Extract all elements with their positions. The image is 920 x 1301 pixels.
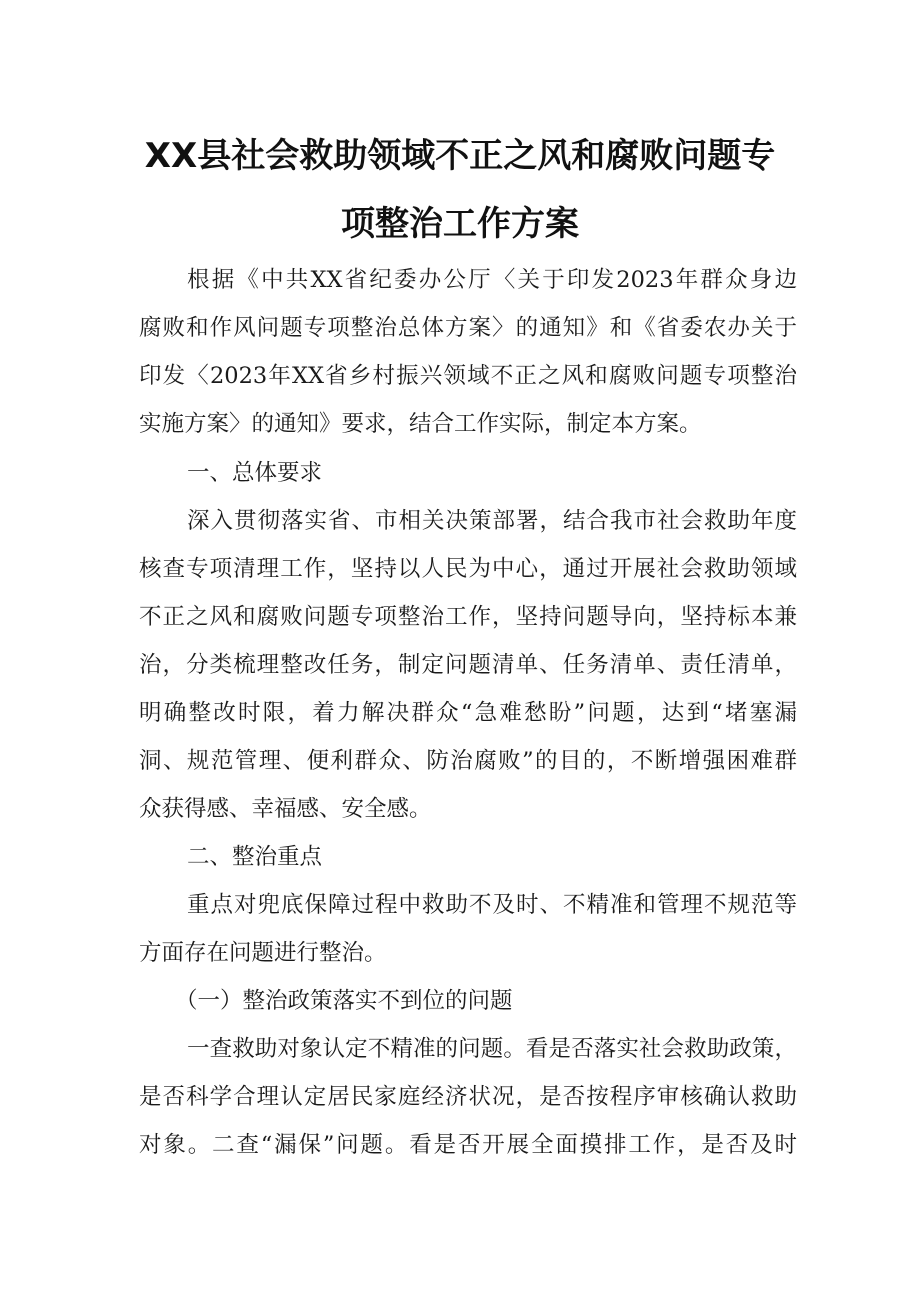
paragraph-line: 方面存在问题进行整治。 [139, 940, 387, 966]
intro-line: 印发〈2023年XX省乡村振兴领域不正之风和腐败问题专项整治 [139, 363, 797, 389]
paragraph-line: 是否科学合理认定居民家庭经济状况，是否按程序审核确认救助 [139, 1084, 797, 1110]
intro-line: 根据《中共XX省纪委办公厅〈关于印发2023年群众身边 [187, 267, 797, 293]
paragraph-line: 明确整改时限，着力解决群众“急难愁盼”问题，达到“堵塞漏 [139, 700, 797, 726]
paragraph-line: 重点对兜底保障过程中救助不及时、不精准和管理不规范等 [187, 892, 797, 918]
subsection-heading: （一）整治政策落实不到位的问题 [175, 988, 513, 1014]
paragraph-line: 洞、规范管理、便利群众、防治腐败”的目的，不断增强困难群 [139, 748, 797, 774]
intro-line: 实施方案〉的通知》要求，结合工作实际，制定本方案。 [139, 411, 702, 437]
paragraph-line: 众获得感、幸福感、安全感。 [139, 796, 432, 822]
paragraph-line: 对象。二查“漏保”问题。看是否开展全面摸排工作，是否及时 [139, 1132, 797, 1158]
paragraph-line: 核查专项清理工作，坚持以人民为中心，通过开展社会救助领域 [139, 556, 797, 582]
paragraph-line: 治，分类梳理整改任务，制定问题清单、任务清单、责任清单， [139, 652, 797, 678]
intro-line: 腐败和作风问题专项整治总体方案〉的通知》和《省委农办关于 [139, 315, 797, 341]
paragraph-line: 深入贯彻落实省、市相关决策部署，结合我市社会救助年度 [187, 508, 797, 534]
paragraph-line: 一查救助对象认定不精准的问题。看是否落实社会救助政策， [187, 1036, 797, 1062]
document-title-line-2: 项整治工作方案 [341, 204, 579, 244]
section-heading: 一、总体要求 [187, 460, 323, 486]
paragraph-line: 不正之风和腐败问题专项整治工作，坚持问题导向，坚持标本兼 [139, 604, 797, 630]
document-title-line-1: XX县社会救助领域不正之风和腐败问题专 [144, 136, 776, 176]
section-heading: 二、整治重点 [187, 844, 323, 870]
